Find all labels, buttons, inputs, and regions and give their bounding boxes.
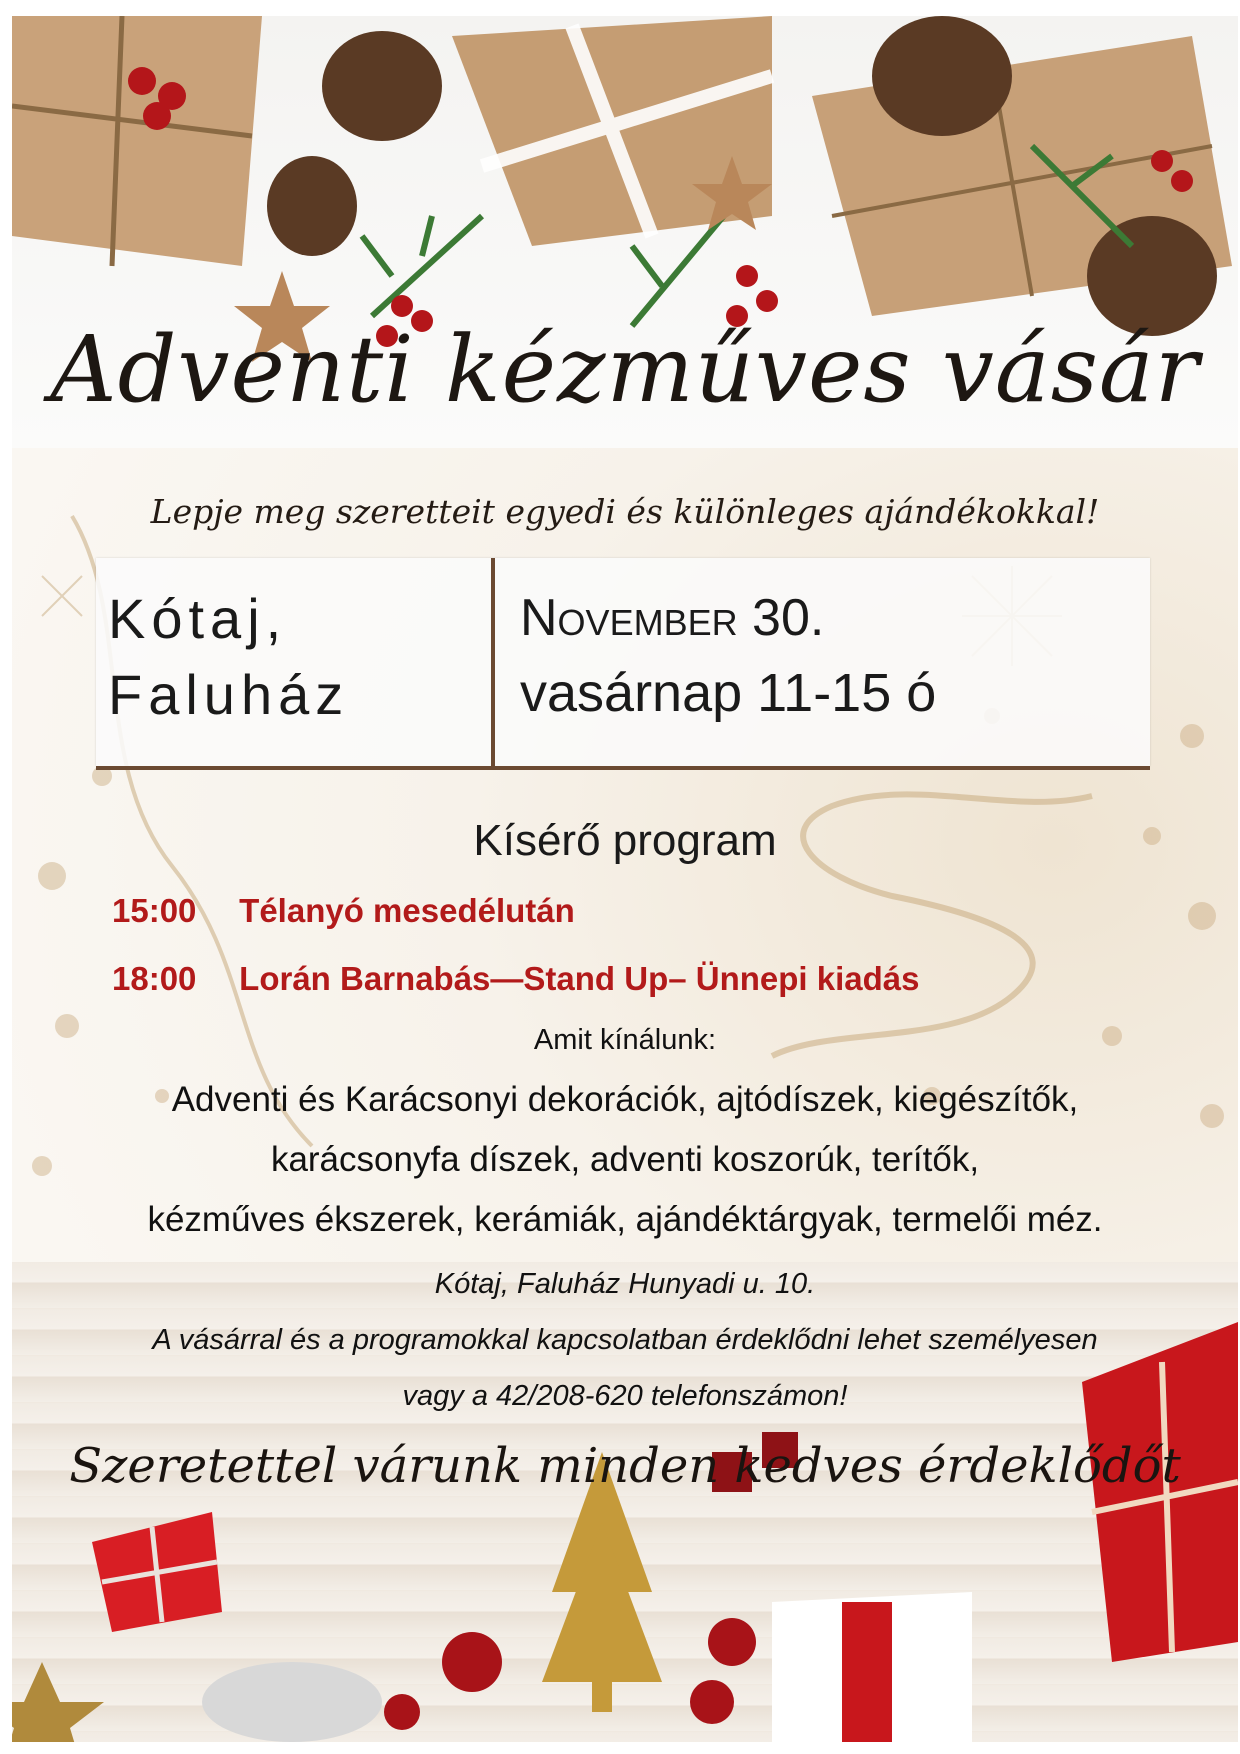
gold-star-icon — [12, 1662, 104, 1742]
location-line-2: Faluház — [108, 663, 350, 726]
gifts-header-photo — [12, 16, 1238, 448]
date-line-1: November 30. — [520, 589, 825, 647]
date-line-2: vasárnap 11-15 ó — [520, 663, 937, 723]
offer-line: karácsonyfa díszek, adventi koszorúk, terítők, — [270, 1140, 980, 1179]
offer-heading: Amit kínálunk: — [533, 1024, 717, 1056]
inquiry-line-1: A vásárral és a programokkal kapcsolatban érdeklődni lehet személyesen — [152, 1324, 1098, 1356]
event-title: Adventi kézműves vásár — [50, 316, 1200, 423]
poster — [12, 16, 1238, 1742]
info-box — [96, 558, 1150, 766]
program-event: Lorán Barnabás—Stand Up– Ünnepi kiadás — [239, 960, 920, 997]
info-divider — [491, 558, 495, 770]
closing-message: Szeretettel várunk minden kedves érdeklődőt — [69, 1438, 1181, 1494]
event-subtitle: Lepje meg szeretteit egyedi és különleges ajándékokkal! — [150, 492, 1100, 531]
offer-line: Adventi és Karácsonyi dekorációk, ajtódíszek, kiegészítők, — [171, 1080, 1079, 1119]
program-heading: Kísérő program — [473, 816, 777, 865]
tinsel-icon — [202, 1662, 382, 1742]
location-line-1: Kótaj, — [108, 587, 288, 650]
inquiry-line-2: vagy a 42/208-620 telefonszámon! — [402, 1380, 848, 1412]
program-time: 15:00 — [112, 892, 197, 929]
offer-line: kézműves ékszerek, kerámiák, ajándéktárgyak, termelői méz. — [147, 1200, 1103, 1239]
info-bottom-rule — [96, 766, 1150, 770]
kraft-gift-left — [12, 16, 262, 266]
program-item — [112, 960, 920, 998]
program-item — [112, 892, 575, 930]
program-time: 18:00 — [112, 960, 197, 997]
address: Kótaj, Faluház Hunyadi u. 10. — [434, 1268, 816, 1300]
program-event: Télanyó mesedélután — [239, 892, 575, 929]
